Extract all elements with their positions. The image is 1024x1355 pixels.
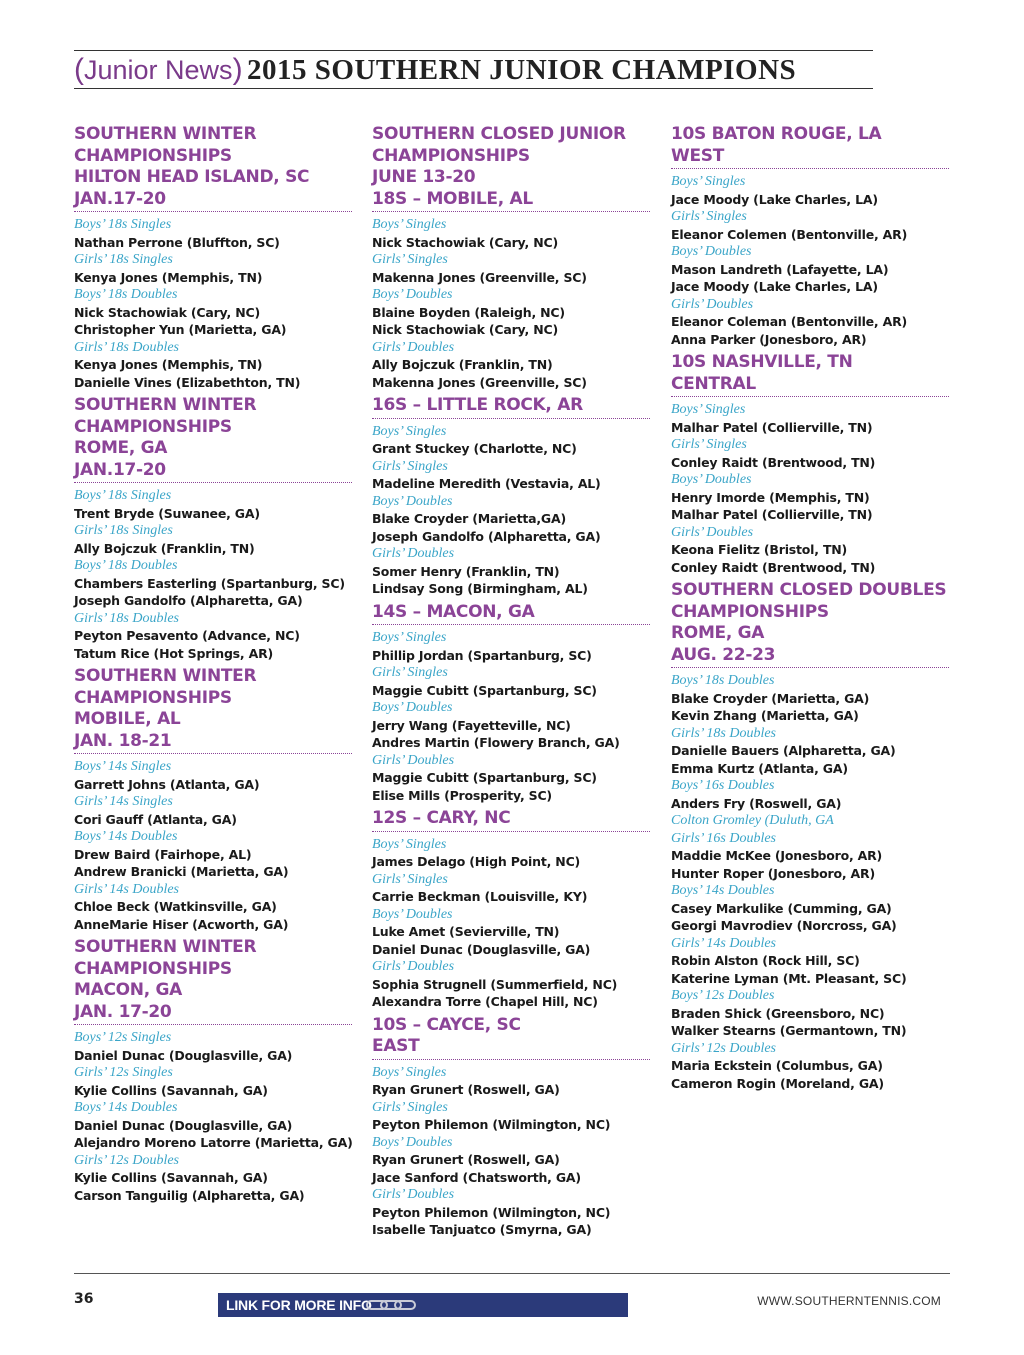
- event-title-line: JAN. 17-20: [74, 1001, 172, 1022]
- event-title-line: HILTON HEAD ISLAND, SC: [74, 167, 310, 187]
- category-label: Boys’ 18s Doubles: [74, 558, 178, 573]
- event-title-line: EAST: [372, 1036, 420, 1056]
- champion-name: Malhar Patel (Collierville, TN): [671, 419, 873, 435]
- event-block: [671, 352, 949, 576]
- champion-name: Conley Raidt (Brentwood, TN): [671, 559, 876, 575]
- champion-name: Danielle Vines (Elizabethton, TN): [74, 374, 301, 390]
- category-label: Girls’ 12s Doubles: [671, 1040, 777, 1056]
- champion-name: Nick Stachowiak (Cary, NC): [372, 234, 558, 250]
- header-paren-open: (: [74, 53, 84, 86]
- category-label: Girls’ Singles: [671, 209, 747, 224]
- category-label: Girls’ Singles: [372, 252, 448, 267]
- champion-name: Walker Stearns (Germantown, TN): [671, 1023, 907, 1038]
- champion-name: Nick Stachowiak (Cary, NC): [372, 322, 558, 337]
- champion-name: Andres Martin (Flowery Branch, GA): [372, 735, 620, 750]
- event-title-line: SOUTHERN WINTER: [74, 937, 257, 957]
- event-title-line: JUNE 13-20: [372, 167, 476, 187]
- event-block: [372, 808, 650, 1011]
- event-title: [372, 124, 650, 212]
- champion-name: Maggie Cubitt (Spartanburg, SC): [372, 682, 597, 698]
- category-label: Boys’ 14s Singles: [74, 759, 172, 774]
- event-block: [372, 602, 650, 805]
- category-label: Boys’ 12s Doubles: [671, 988, 775, 1003]
- champion-name: Tatum Rice (Hot Springs, AR): [74, 645, 274, 661]
- event-title-line: MOBILE, AL: [74, 709, 181, 729]
- champion-name: Henry Imorde (Memphis, TN): [671, 489, 870, 505]
- champion-name: AnneMarie Hiser (Acworth, GA): [74, 916, 289, 932]
- champion-name: Blaine Boyden (Raleigh, NC): [372, 304, 565, 320]
- category-label: Girls’ 16s Doubles: [671, 830, 777, 846]
- category-label: Colton Gromley (Duluth, GA: [671, 813, 834, 828]
- category-label: Boys’ 14s Doubles: [671, 883, 775, 898]
- category-label: Boys’ Singles: [372, 836, 447, 852]
- category-label: Girls’ 18s Singles: [74, 252, 173, 267]
- category-label: Boys’ Singles: [671, 402, 746, 417]
- event-title-line: CHAMPIONSHIPS: [74, 145, 232, 166]
- category-label: Girls’ 12s Singles: [74, 1065, 173, 1080]
- champion-name: Daniel Dunac (Douglasville, GA): [372, 941, 591, 957]
- category-label: Girls’ Doubles: [372, 339, 455, 355]
- category-label: Girls’ Doubles: [372, 546, 455, 561]
- champion-name: Anna Parker (Jonesboro, AR): [671, 331, 867, 347]
- event-title-line: JAN.17-20: [74, 188, 166, 209]
- more-info-link-label: LINK FOR MORE INFO: [226, 1297, 372, 1313]
- champion-name: Carrie Beckman (Louisville, KY): [372, 889, 588, 904]
- category-label: Boys’ 18s Singles: [74, 488, 172, 503]
- event-title: [671, 124, 949, 169]
- champion-name: Eleanor Colemen (Bentonville, AR): [671, 226, 908, 242]
- event-block: [372, 124, 650, 391]
- champion-name: Georgi Mavrodiev (Norcross, GA): [671, 918, 897, 933]
- event-title-line: 10S – CAYCE, SC: [372, 1014, 521, 1035]
- category-label: Girls’ Doubles: [372, 1187, 455, 1202]
- category-label: Boys’ 16s Doubles: [671, 778, 775, 793]
- event-title-line: 12S – CARY, NC: [372, 808, 511, 828]
- category-label: Girls’ Singles: [372, 458, 448, 474]
- champion-name: Elise Mills (Prosperity, SC): [372, 787, 552, 803]
- category-label: Boys’ Singles: [372, 217, 447, 232]
- champion-name: Kylie Collins (Savannah, GA): [74, 1170, 268, 1185]
- category-label: Girls’ 18s Doubles: [671, 725, 777, 741]
- category-label: Boys’ 14s Doubles: [74, 829, 178, 844]
- champion-name: Madeline Meredith (Vestavia, AL): [372, 476, 601, 491]
- champion-name: Alejandro Moreno Latorre (Marietta, GA): [74, 1135, 353, 1150]
- event-block: [74, 937, 352, 1204]
- chain-link-icon: [366, 1298, 416, 1312]
- champion-name: Ryan Grunert (Roswell, GA): [372, 1082, 560, 1097]
- champion-name: Peyton Pesavento (Advance, NC): [74, 628, 300, 643]
- champion-name: Katerine Lyman (Mt. Pleasant, SC): [671, 970, 907, 986]
- footer-rule: [74, 1273, 950, 1274]
- champion-name: Somer Henry (Franklin, TN): [372, 563, 560, 579]
- champion-name: Conley Raidt (Brentwood, TN): [671, 454, 876, 470]
- event-block: [74, 395, 352, 662]
- category-label: Boys’ 12s Singles: [74, 1030, 172, 1045]
- event-block: [671, 580, 949, 1092]
- category-label: Girls’ Doubles: [671, 296, 754, 312]
- category-label: Boys’ 14s Doubles: [74, 1100, 178, 1115]
- champion-name: Maddie McKee (Jonesboro, AR): [671, 848, 883, 863]
- champion-name: Lindsay Song (Birmingham, AL): [372, 581, 588, 596]
- category-label: Boys’ Singles: [372, 630, 447, 645]
- category-label: Girls’ Singles: [372, 1099, 448, 1115]
- category-label: Girls’ 18s Doubles: [74, 339, 180, 355]
- page-number: 36: [74, 1291, 94, 1307]
- page-header: [74, 52, 894, 88]
- champion-name: Anders Fry (Roswell, GA): [671, 795, 842, 811]
- champion-name: Andrew Branicki (Marietta, GA): [74, 864, 289, 879]
- section-label: Junior News: [84, 55, 233, 85]
- website-url: WWW.SOUTHERNTENNIS.COM: [757, 1294, 941, 1308]
- event-title-line: WEST: [671, 145, 725, 166]
- champion-name: Maria Eckstein (Columbus, GA): [671, 1058, 883, 1073]
- champion-name: Kevin Zhang (Marietta, GA): [671, 708, 859, 723]
- event-title: [671, 580, 949, 668]
- event-block: [74, 124, 352, 391]
- event-title-line: CHAMPIONSHIPS: [74, 687, 232, 708]
- champion-name: Ally Bojczuk (Franklin, TN): [74, 540, 255, 556]
- category-label: Boys’ Doubles: [372, 493, 453, 509]
- champion-name: Eleanor Coleman (Bentonville, AR): [671, 314, 908, 329]
- header-rule-top: [74, 50, 873, 51]
- event-title-line: JAN.17-20: [74, 459, 166, 480]
- category-label: Girls’ Doubles: [372, 959, 455, 974]
- champion-name: Carson Tanguilig (Alpharetta, GA): [74, 1187, 305, 1203]
- champion-name: Makenna Jones (Greenville, SC): [372, 374, 587, 390]
- event-title: [671, 352, 949, 397]
- event-title-line: CHAMPIONSHIPS: [372, 145, 530, 166]
- category-label: Boys’ Singles: [372, 423, 447, 439]
- category-label: Boys’ Singles: [671, 174, 746, 189]
- champion-name: Chambers Easterling (Spartanburg, SC): [74, 575, 345, 591]
- category-label: Girls’ Doubles: [671, 524, 754, 540]
- event-title-line: 14S – MACON, GA: [372, 601, 535, 622]
- champion-name: Hunter Roper (Jonesboro, AR): [671, 865, 875, 881]
- champion-name: Kenya Jones (Memphis, TN): [74, 269, 263, 285]
- champion-name: Nathan Perrone (Bluffton, SC): [74, 234, 280, 250]
- category-label: Boys’ Singles: [372, 1064, 447, 1080]
- event-title-line: SOUTHERN WINTER: [74, 395, 257, 415]
- column-1: [74, 124, 352, 1204]
- event-title: [74, 395, 352, 483]
- category-label: Girls’ 14s Doubles: [74, 881, 180, 897]
- champion-name: Christopher Yun (Marietta, GA): [74, 322, 287, 337]
- champion-name: Blake Croyder (Marietta, GA): [671, 690, 870, 706]
- champion-name: Ally Bojczuk (Franklin, TN): [372, 357, 553, 372]
- event-block: [372, 395, 650, 598]
- event-title-line: 18S – MOBILE, AL: [372, 188, 533, 209]
- event-title-line: CENTRAL: [671, 373, 756, 394]
- champion-name: Nick Stachowiak (Cary, NC): [74, 304, 260, 320]
- column-2: [372, 124, 650, 1239]
- category-label: Boys’ Doubles: [671, 472, 752, 487]
- event-title-line: CHAMPIONSHIPS: [74, 416, 232, 437]
- champion-name: Joseph Gandolfo (Alpharetta, GA): [372, 528, 601, 544]
- category-label: Girls’ 14s Singles: [74, 794, 173, 809]
- event-title: [372, 602, 650, 626]
- champion-name: Drew Baird (Fairhope, AL): [74, 846, 252, 862]
- category-label: Girls’ Singles: [372, 665, 448, 680]
- champion-name: Daniel Dunac (Douglasville, GA): [74, 1047, 293, 1063]
- champion-name: Jace Sanford (Chatsworth, GA): [372, 1169, 581, 1185]
- champion-name: Kenya Jones (Memphis, TN): [74, 357, 263, 372]
- event-title: [74, 124, 352, 212]
- event-title-line: SOUTHERN CLOSED DOUBLES: [671, 580, 947, 600]
- champion-name: Chloe Beck (Watkinsville, GA): [74, 899, 277, 914]
- header-paren-close: ): [232, 53, 243, 86]
- event-title-line: SOUTHERN WINTER: [74, 124, 257, 144]
- event-block: [372, 1015, 650, 1239]
- event-title: [74, 937, 352, 1025]
- champion-name: Casey Markulike (Cumming, GA): [671, 900, 892, 916]
- event-title-line: 16S – LITTLE ROCK, AR: [372, 395, 583, 415]
- champion-name: Phillip Jordan (Spartanburg, SC): [372, 647, 592, 663]
- more-info-link[interactable]: [218, 1293, 628, 1317]
- event-title: [74, 666, 352, 754]
- category-label: Boys’ Doubles: [372, 906, 453, 922]
- champion-name: James Delago (High Point, NC): [372, 854, 581, 869]
- champion-name: Jerry Wang (Fayetteville, NC): [372, 717, 571, 733]
- category-label: Boys’ 18s Doubles: [671, 673, 775, 688]
- event-title-line: 10S BATON ROUGE, LA: [671, 124, 882, 144]
- category-label: Girls’ Singles: [372, 871, 448, 887]
- event-title-line: ROME, GA: [74, 438, 168, 458]
- event-title-line: SOUTHERN WINTER: [74, 666, 257, 686]
- champion-name: Sophia Strugnell (Summerfield, NC): [372, 976, 618, 992]
- champion-name: Ryan Grunert (Roswell, GA): [372, 1152, 560, 1167]
- column-3: [671, 124, 949, 1092]
- champion-name: Malhar Patel (Collierville, TN): [671, 507, 873, 522]
- page-title: 2015 SOUTHERN JUNIOR CHAMPIONS: [247, 54, 797, 86]
- header-rule-bottom: [74, 88, 873, 89]
- champion-name: Makenna Jones (Greenville, SC): [372, 269, 587, 285]
- champion-name: Grant Stuckey (Charlotte, NC): [372, 441, 577, 456]
- event-block: [671, 124, 949, 348]
- category-label: Boys’ Doubles: [671, 244, 752, 259]
- event-title-line: JAN. 18-21: [74, 730, 172, 751]
- champion-name: Trent Bryde (Suwanee, GA): [74, 505, 260, 521]
- category-label: Girls’ Doubles: [372, 752, 455, 768]
- category-label: Boys’ Doubles: [372, 287, 453, 302]
- category-label: Girls’ 18s Doubles: [74, 610, 180, 626]
- category-label: Girls’ Singles: [671, 437, 747, 452]
- champion-name: Jace Moody (Lake Charles, LA): [671, 279, 878, 294]
- champion-name: Kylie Collins (Savannah, GA): [74, 1082, 268, 1098]
- event-title: [372, 808, 650, 832]
- champion-name: Maggie Cubitt (Spartanburg, SC): [372, 770, 597, 785]
- event-title: [372, 395, 650, 419]
- champion-name: Blake Croyder (Marietta,GA): [372, 511, 566, 526]
- event-title-line: CHAMPIONSHIPS: [74, 958, 232, 979]
- event-title: [372, 1015, 650, 1060]
- event-title-line: SOUTHERN CLOSED JUNIOR: [372, 124, 626, 144]
- event-title-line: MACON, GA: [74, 980, 183, 1000]
- category-label: Boys’ 18s Singles: [74, 217, 172, 232]
- category-label: Girls’ 14s Doubles: [671, 935, 777, 951]
- champion-name: Joseph Gandolfo (Alpharetta, GA): [74, 593, 303, 608]
- event-block: [74, 666, 352, 933]
- champion-name: Danielle Bauers (Alpharetta, GA): [671, 743, 896, 758]
- champion-name: Cori Gauff (Atlanta, GA): [74, 811, 237, 827]
- champion-name: Robin Alston (Rock Hill, SC): [671, 953, 860, 968]
- event-title-line: CHAMPIONSHIPS: [671, 601, 829, 622]
- event-title-line: ROME, GA: [671, 623, 765, 643]
- champion-name: Garrett Johns (Atlanta, GA): [74, 776, 260, 792]
- champion-name: Emma Kurtz (Atlanta, GA): [671, 760, 848, 776]
- champion-name: Peyton Philemon (Wilmington, NC): [372, 1204, 611, 1220]
- champion-name: Jace Moody (Lake Charles, LA): [671, 191, 878, 207]
- champion-name: Luke Amet (Sevierville, TN): [372, 924, 560, 939]
- champion-name: Keona Fielitz (Bristol, TN): [671, 542, 848, 557]
- champion-name: Daniel Dunac (Douglasville, GA): [74, 1117, 293, 1133]
- champion-name: Peyton Philemon (Wilmington, NC): [372, 1117, 611, 1132]
- champion-name: Isabelle Tanjuatco (Smyrna, GA): [372, 1222, 592, 1237]
- champion-name: Cameron Rogin (Moreland, GA): [671, 1075, 884, 1091]
- category-label: Boys’ Doubles: [372, 700, 453, 715]
- champion-name: Alexandra Torre (Chapel Hill, NC): [372, 994, 598, 1009]
- category-label: Girls’ 18s Singles: [74, 523, 173, 538]
- champion-name: Mason Landreth (Lafayette, LA): [671, 261, 889, 277]
- category-label: Girls’ 12s Doubles: [74, 1152, 180, 1168]
- category-label: Boys’ 18s Doubles: [74, 287, 178, 302]
- event-title-line: 10S NASHVILLE, TN: [671, 352, 853, 372]
- champion-name: Braden Shick (Greensboro, NC): [671, 1005, 885, 1021]
- category-label: Boys’ Doubles: [372, 1134, 453, 1150]
- event-title-line: AUG. 22-23: [671, 644, 776, 665]
